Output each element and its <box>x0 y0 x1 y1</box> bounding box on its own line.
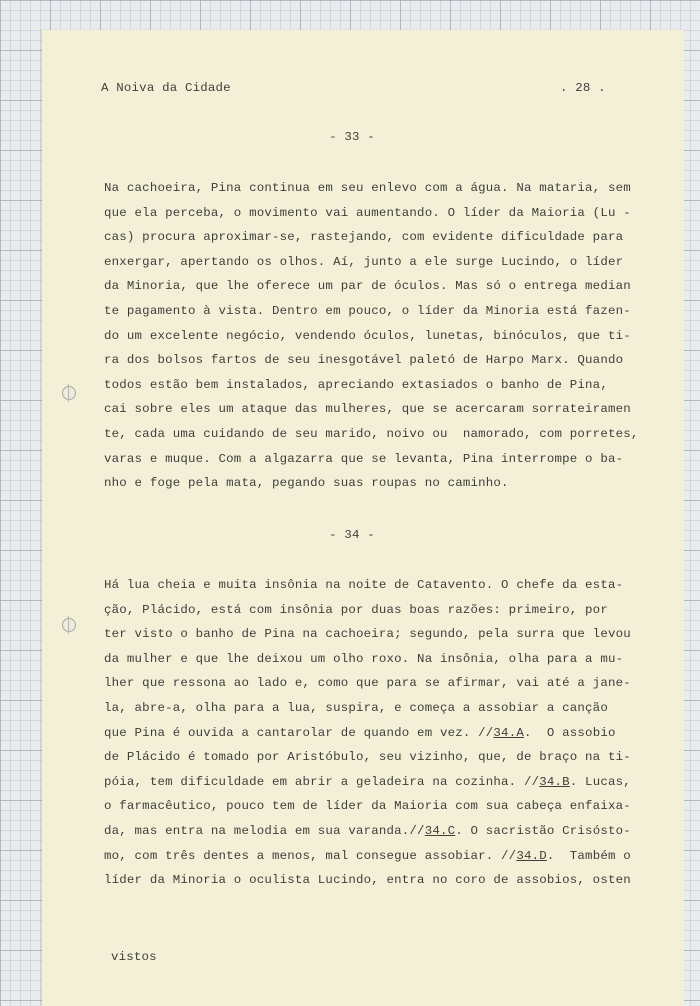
text-line: todos estão bem instalados, apreciando extasiados o banho de Pina, <box>104 377 608 392</box>
text-line: cai sobre eles um ataque das mulheres, que se acercaram sorrateiramen <box>104 402 631 417</box>
scene-33-paragraph <box>104 176 639 496</box>
scene-reference: 34.D <box>516 848 547 863</box>
text-line: la, abre-a, olha para a lua, suspira, e começa a assobiar a canção <box>104 700 608 715</box>
text-line: da Minoria, que lhe oferece um par de óculos. Mas só o entrega median <box>104 279 631 294</box>
text-line: cas) procura aproximar-se, rastejando, com evidente dificuldade para <box>104 230 624 245</box>
text-line: ter visto o banho de Pina na cachoeira; segundo, pela surra que levou <box>104 627 631 642</box>
scene-reference: 34.B <box>539 774 570 789</box>
scene-reference: 34.A <box>493 725 524 740</box>
text-line: de Plácido é tomado por Aristóbulo, seu vizinho, que, de braço na ti- <box>104 750 631 765</box>
page-header-title: A Noiva da Cidade <box>101 81 231 95</box>
punch-hole <box>62 618 76 632</box>
typewritten-page <box>42 30 684 1006</box>
page-footer: vistos <box>111 950 157 964</box>
scene-number-33: - 33 - <box>329 130 375 144</box>
text-line: Na cachoeira, Pina continua em seu enlevo com a água. Na mataria, sem <box>104 181 631 195</box>
text-line: Há lua cheia e muita insônia na noite de Catavento. O chefe da esta- <box>104 578 624 592</box>
text-line: líder da Minoria o oculista Lucindo, entra no coro de assobios, osten <box>104 873 631 888</box>
text-line: mo, com três dentes a menos, mal consegue assobiar. //34.D. Também o <box>104 848 631 863</box>
text-line: enxergar, apertando os olhos. Aí, junto a ele surge Lucindo, o líder <box>104 254 624 269</box>
scene-34-paragraph <box>104 573 631 893</box>
text-line: que Pina é ouvida a cantarolar de quando em vez. //34.A. O assobio <box>104 725 616 740</box>
scene-reference: 34.C <box>424 823 456 838</box>
text-line: póia, tem dificuldade em abrir a geladeira na cozinha. //34.B. Lucas, <box>104 774 631 789</box>
text-line: da, mas entra na melodia em sua varanda.//34.C. O sacristão Crisósto- <box>104 823 631 838</box>
text-line: que ela perceba, o movimento vai aumentando. O líder da Maioria (Lu - <box>104 205 631 220</box>
text-line: ção, Plácido, está com insônia por duas boas razões: primeiro, por <box>104 602 608 617</box>
text-line: ra dos bolsos fartos de seu inesgotável paletó de Harpo Marx. Quando <box>104 353 624 368</box>
text-line: lher que ressona ao lado e, como que para se afirmar, vai até a jane- <box>104 676 631 691</box>
page-header-number: . 28 . <box>560 81 606 95</box>
text-line: te, cada uma cuidando de seu marido, noivo ou namorado, com porretes, <box>104 426 639 441</box>
text-line: nho e foge pela mata, pegando suas roupas no caminho. <box>104 476 509 491</box>
text-line: o farmacêutico, pouco tem de líder da Maioria com sua cabeça enfaixa- <box>104 799 631 814</box>
punch-hole <box>62 386 76 400</box>
text-line: varas e muque. Com a algazarra que se levanta, Pina interrompe o ba- <box>104 451 624 466</box>
text-line: do um excelente negócio, vendendo óculos, lunetas, binóculos, que ti- <box>104 328 631 343</box>
text-line: te pagamento à vista. Dentro em pouco, o líder da Minoria está fazen- <box>104 303 631 318</box>
text-line: da mulher e que lhe deixou um olho roxo. Na insônia, olha para a mu- <box>104 651 624 666</box>
scene-number-34: - 34 - <box>329 528 375 542</box>
